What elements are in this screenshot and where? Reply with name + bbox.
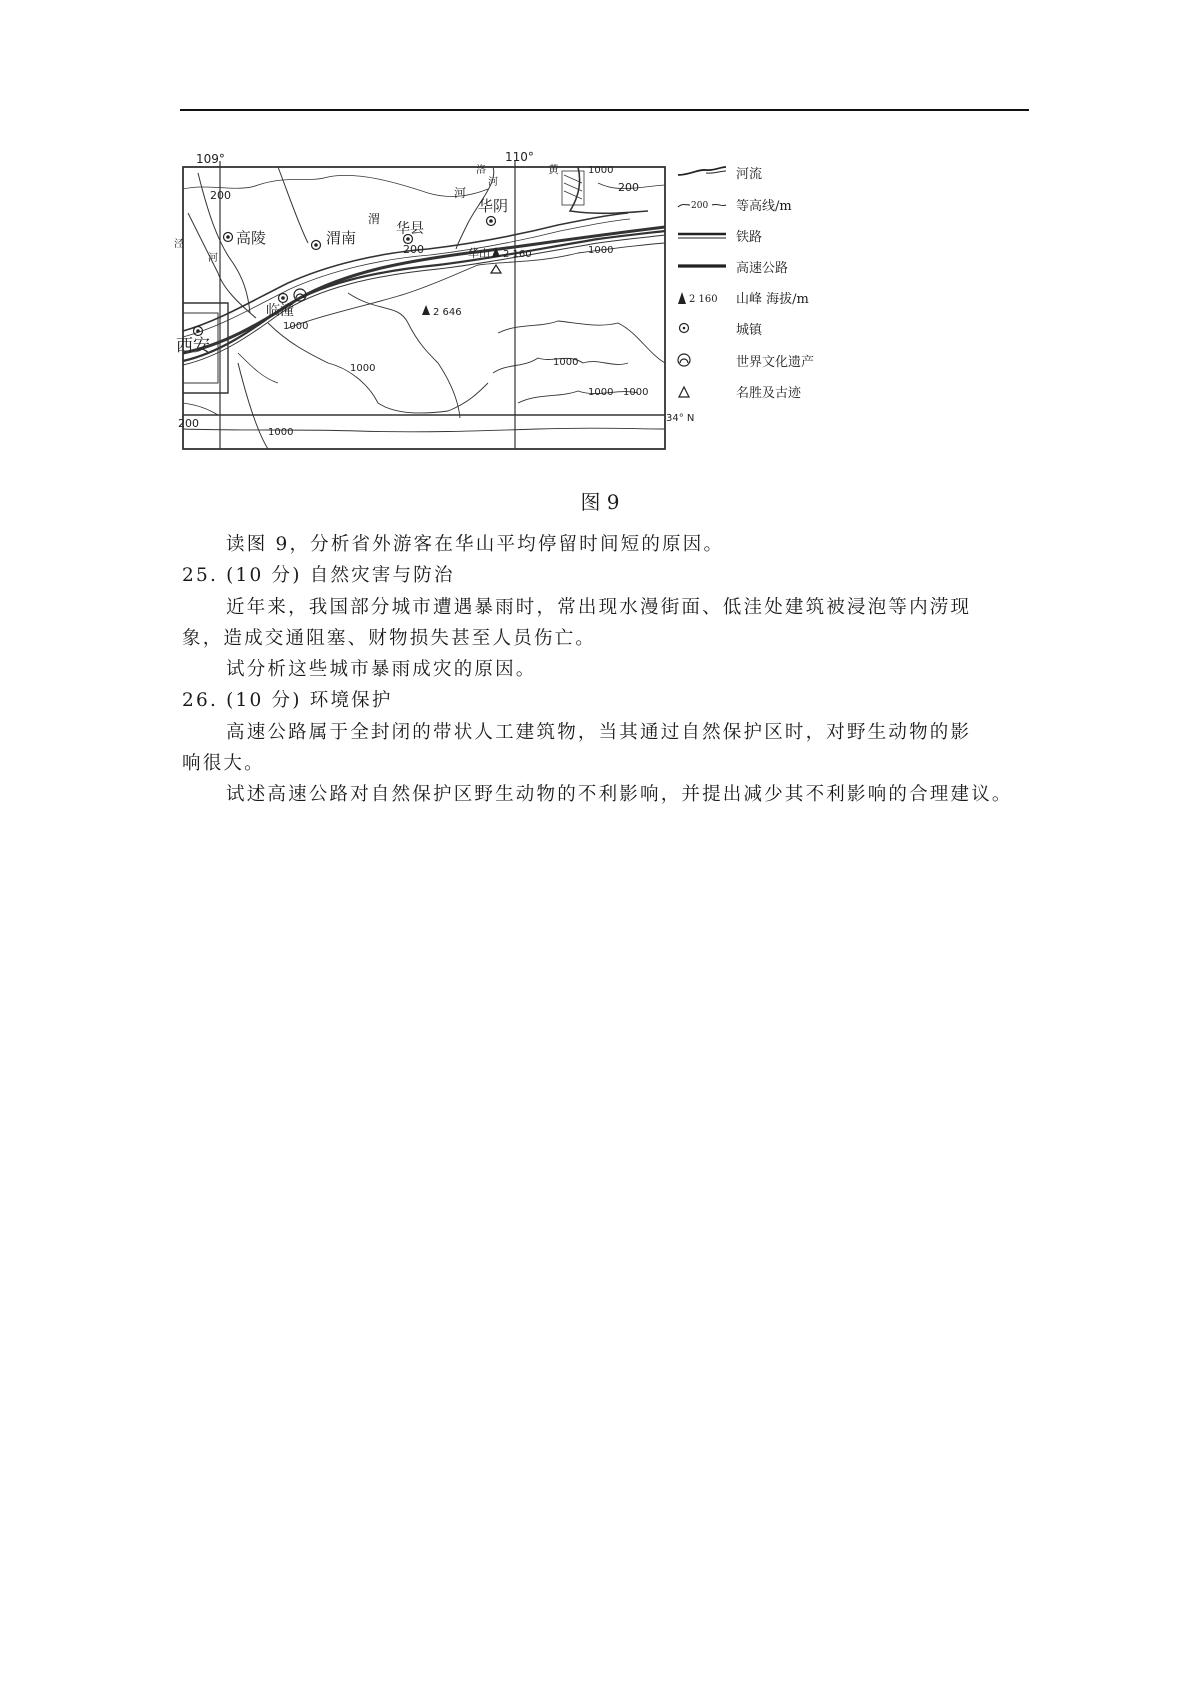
- contour-label: 1000: [588, 165, 614, 176]
- q25-heading: 25. (10 分) 自然灾害与防治: [182, 565, 455, 586]
- legend-item-river: 河流: [676, 160, 762, 184]
- legend-item-highway: 高速公路: [676, 254, 788, 278]
- contour-label: 200: [403, 243, 424, 256]
- place-xian: 西安: [176, 336, 210, 356]
- huashan-elevation: 2 160: [503, 249, 532, 260]
- q25-prompt: 试分析这些城市暴雨成灾的原因。: [226, 659, 537, 680]
- figure-9-map: [174, 150, 698, 458]
- contour-label: 200: [210, 189, 231, 202]
- contour-label: 1000: [553, 357, 579, 368]
- town-icon: [676, 317, 728, 339]
- header-rule: [180, 109, 1029, 111]
- q26-paragraph-line1: 高速公路属于全封闭的带状人工建筑物，当其通过自然保护区时，对野生动物的影: [226, 722, 972, 743]
- river-jing-1: 泾: [174, 239, 184, 250]
- contour-label: 1000: [350, 363, 376, 374]
- place-huaxian: 华县: [396, 221, 424, 237]
- legend-item-contour: 200 等高线/m: [676, 192, 792, 216]
- lon-109-label: 109°: [196, 152, 225, 166]
- svg-text:200: 200: [691, 201, 709, 211]
- lon-110-label: 110°: [505, 150, 534, 164]
- lat-34-label: 34° N: [666, 413, 695, 424]
- peak-2646-marker: [422, 305, 430, 315]
- svg-text:2 160: 2 160: [689, 294, 718, 305]
- river-huang: 黄: [548, 163, 559, 176]
- legend-item-railway: 铁路: [676, 223, 762, 247]
- q26-prompt: 试述高速公路对自然保护区野生动物的不利影响，并提出减少其不利影响的合理建议。: [226, 784, 1013, 805]
- figure-caption: 图 9: [580, 490, 620, 514]
- place-huashan: 华山: [468, 247, 490, 260]
- river-icon: [676, 161, 728, 183]
- contour-label: 1000: [588, 245, 614, 256]
- legend-item-peak: 2 160 山峰 海拔/m: [676, 285, 809, 309]
- historic-site-marker: [491, 265, 501, 273]
- contour-label: 1000: [283, 321, 309, 332]
- river-wei-2: 河: [454, 186, 467, 200]
- peak-icon: [676, 286, 728, 308]
- contour-icon: [676, 193, 728, 215]
- q26-paragraph-line2: 响很大。: [182, 753, 265, 774]
- railway-icon: [676, 224, 728, 246]
- place-weinan: 渭南: [326, 229, 357, 247]
- legend-item-town: 城镇: [676, 316, 762, 340]
- peak-elevation: 2 646: [433, 307, 462, 318]
- contour-label: 1000: [623, 387, 649, 398]
- contour-label: 1000: [588, 387, 614, 398]
- place-huayin: 华阴: [478, 197, 509, 215]
- river-wei-1: 渭: [368, 212, 381, 226]
- legend-item-historic-site: 名胜及古迹: [676, 379, 801, 403]
- contour-label: 200: [178, 417, 199, 430]
- world-heritage-icon: [676, 349, 728, 371]
- place-lintong: 临潼: [266, 303, 294, 319]
- river-luo-1: 洛: [476, 165, 486, 176]
- place-gaoling: 高陵: [236, 229, 267, 247]
- contour-label: 1000: [268, 427, 294, 438]
- highway-icon: [676, 255, 728, 277]
- map-frame: [183, 167, 665, 449]
- q25-paragraph-line1: 近年来，我国部分城市遭遇暴雨时，常出现水漫街面、低洼处建筑被浸泡等内涝现: [226, 597, 972, 618]
- river-luo-2: 河: [488, 177, 498, 188]
- historic-site-icon: [676, 380, 728, 402]
- contour-label: 200: [618, 181, 639, 194]
- q25-paragraph-line2: 象，造成交通阻塞、财物损失甚至人员伤亡。: [182, 628, 597, 649]
- q24-prompt: 读图 9，分析省外游客在华山平均停留时间短的原因。: [226, 534, 725, 555]
- river-jing-2: 河: [208, 253, 218, 264]
- q26-heading: 26. (10 分) 环境保护: [182, 690, 393, 711]
- legend-item-world-heritage: 世界文化遗产: [676, 348, 814, 372]
